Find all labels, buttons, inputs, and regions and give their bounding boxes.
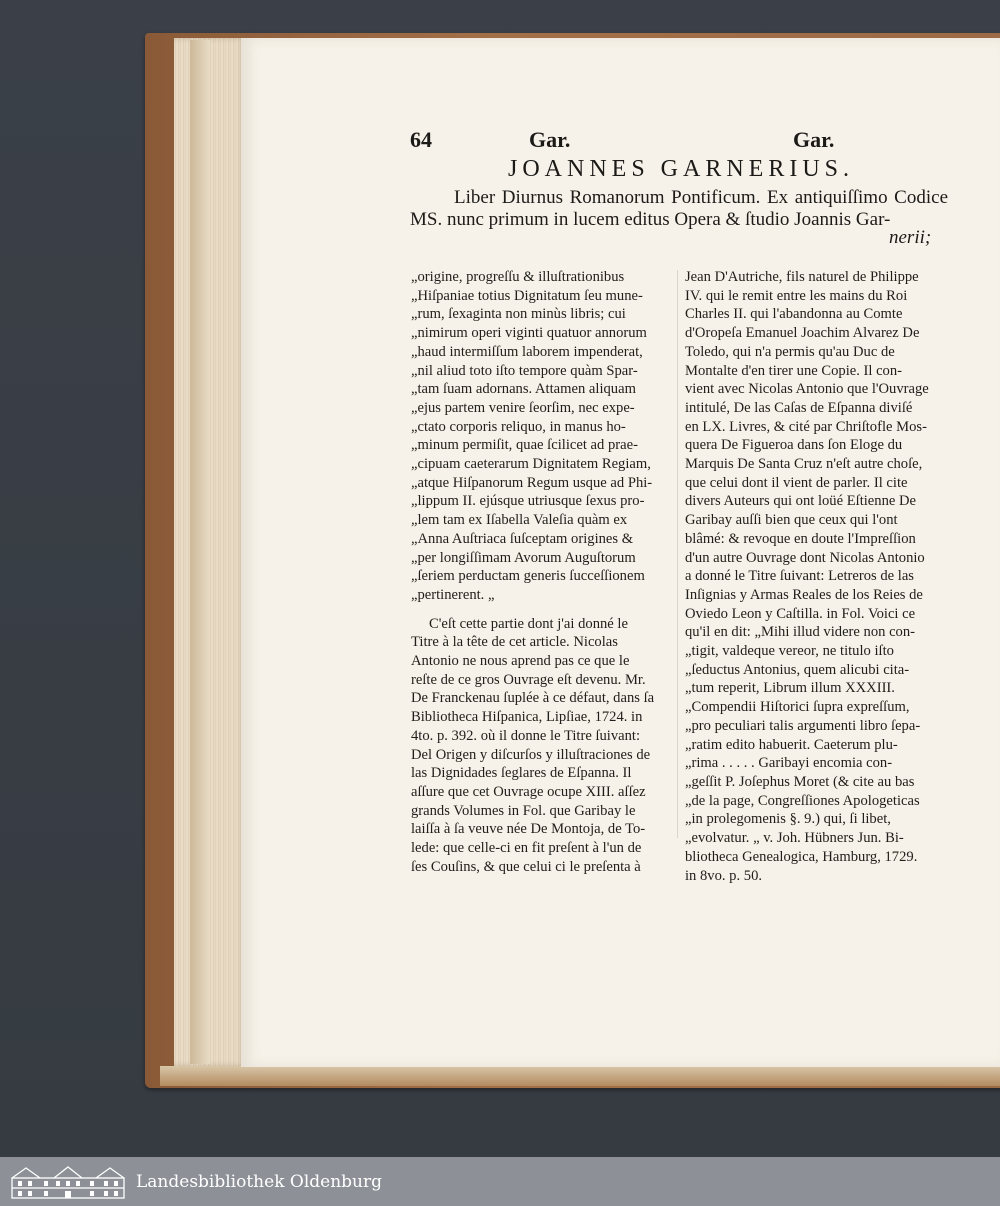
running-head-left: Gar. <box>529 127 571 152</box>
page-edges <box>174 38 246 1066</box>
entry-author: JOANNES GARNERIUS. <box>507 156 855 182</box>
right-column <box>685 268 946 885</box>
left-paragraph-latin: „origine, progreſſu & illuſtrationibus „Hiſpaniae totius Dignitatum ſeu mune- „rum, ſexaginta non minùs libris; cui „nimirum operi viginti quatuor annorum „haud intermiſſum laborem impenderat, „nil aliud toto iſto tempore quàm Spar- „tam ſuam adornans. Attamen aliquam „ejus partem venire ſeorſim, nec expe- „ctato corporis reliquo, in manus ho- „minum permiſit, quae ſcilicet ad prae- „cipuam caeterarum Dignitatem Regiam, „atque Hiſpanorum Regum usque ad Phi- „lippum II. ejúsque utriusque ſexus pro- „lem tam ex Iſabella Valeſia quàm ex „Anna Auſtriaca ſuſceptam origines & „per longiſſimam Avorum Auguſtorum „ſeriem perductam generis ſucceſſionem „pertinerent. „ <box>411 269 653 603</box>
entry-title-continuation: nerii; <box>889 227 932 248</box>
left-paragraph-french: C'eſt cette partie dont j'ai donné le Titre à la tête de cet article. Nicolas Antonio ne nous aprend pas ce que le reſte de ce gros Ouvrage eſt devenu. Mr. De Franckenau ſuplée à ce défaut, dans ſa Bibliotheca Hiſpanica, Lipſiae, 1724. in 4to. p. 392. où il donne le Titre ſuivant: Del Origen y diſcurſos y illuſtraciones de las Dignidades ſeglares de Eſpanna. Il aſſure que cet Ouvrage ocupe XIII. aſſez grands Volumes in Fol. que Garibay le laiſſa à ſa veuve née De Montoja, de To- lede: que celle-ci en fit preſent à l'un de ſes Couſins, & que celui ci le preſenta à <box>411 615 655 875</box>
right-paragraph: Jean D'Autriche, fils naturel de Philippe IV. qui le remit entre les mains du Roi Charles II. qui l'abandonna au Comte d'Oropeſa Emanuel Joachim Alvarez De Toledo, qui n'a permis qu'au Duc de Montalte d'en tirer une Copie. Il con- vient avec Nicolas Antonio que l'Ouvrage intitulé, De las Caſas de Eſpanna diviſé en LX. Livres, & cité par Chriſtofle Mos- quera De Figueroa dans ſon Eloge du Marquis De Santa Cruz n'eſt autre choſe, que celui dont il vient de parler. Il cite divers Auteurs qui ont loüé Eſtienne De Garibay auſſi bien que ceux qui l'ont blâmé: & revoque en doute l'Impreſſion d'un autre Ouvrage dont Nicolas Antonio a donné le Titre ſuivant: Letreros de las Inſignias y Armas Reales de los Reies de Oviedo Leon y Caſtilla. in Fol. Voici ce qu'il en dit: „Mihi illud videre non con- „tigit, valdeque vereor, ne titulo iſto „ſeductus Antonius, quem alicubi cita- „tum reperit, Librum illum XXXIII. „Compendii Hiſtorici ſupra expreſſum, „pro peculiari talis argumenti libro ſepa- „ratim edito habuerit. Caeterum plu- „rima . . . . . Garibayi encomia con- „geſſit P. Joſephus Moret (& cite au bas „de la page, Congreſſiones Apologeticas „in prolegomenis §. 9.) qui, ſi libet, „evolvatur. „ v. Joh. Hübners Jun. Bi- bliotheca Genealogica, Hamburg, 1729. in 8vo. p. 50. <box>685 269 929 884</box>
library-name: Landesbibliothek Oldenburg <box>136 1171 383 1192</box>
running-head-right: Gar. <box>793 127 835 152</box>
footer-bar <box>0 1157 1000 1206</box>
page-number: 64 <box>410 127 432 152</box>
page-edges-shadow <box>190 40 210 1064</box>
entry-title: Liber Diurnus Romanorum Pontificum. Ex antiquiſſimo Codice MS. nunc primum in lucem editus Opera & ſtudio Joannis Gar- <box>410 187 948 230</box>
book-bottom-edge <box>160 1066 1000 1086</box>
library-building-icon <box>8 1164 128 1200</box>
column-divider <box>677 270 678 838</box>
left-column <box>411 268 672 877</box>
